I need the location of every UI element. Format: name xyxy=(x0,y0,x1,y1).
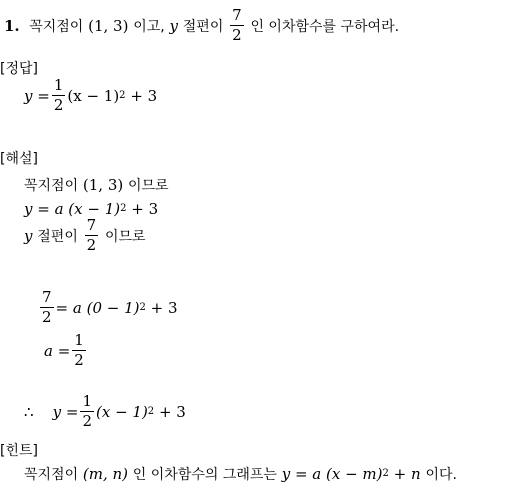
solution-final-fraction xyxy=(80,394,94,429)
solution-line-2: y = a (x − 1) 2 + 3 xyxy=(24,200,159,218)
solution-eq2-lhs: a = xyxy=(44,341,71,360)
solution-line2-tail: + 3 xyxy=(131,200,159,218)
hint-header: [힌트] xyxy=(0,443,38,459)
solution-line1-text-c: 이므로 xyxy=(128,178,169,194)
solution-line3-fraction xyxy=(85,218,99,253)
answer-fraction-numerator: 1 xyxy=(53,76,64,94)
solution-line2-eq: y = a (x − 1) xyxy=(24,200,121,218)
hint-text-c: 인 이차함수의 그래프는 xyxy=(132,467,277,483)
solution-eq1-rhs: = a (0 − 1) xyxy=(55,298,140,317)
solution-line-3 xyxy=(24,218,146,253)
solution-line1-text-a: 꼭지점이 xyxy=(24,178,79,194)
hint-text-a: 꼭지점이 xyxy=(24,467,79,483)
solution-header: [해설] xyxy=(0,151,38,167)
problem-text-b: 이고, xyxy=(133,18,165,35)
solution-eq2-fraction xyxy=(72,333,86,368)
problem-fraction xyxy=(230,8,244,43)
hint-text-f: 이다. xyxy=(425,467,457,483)
problem-vertex: (1, 3) xyxy=(88,16,129,35)
solution-line3-text-b: 이므로 xyxy=(104,228,146,245)
solution-final-lhs: y = xyxy=(52,402,79,421)
solution-final-tail: + 3 xyxy=(158,402,186,421)
problem-text-d: 인 이차함수를 구하여라. xyxy=(250,18,400,35)
solution-line-1 xyxy=(24,175,169,195)
solution-equation-2 xyxy=(44,333,88,368)
solution-line1-vertex: (1, 3) xyxy=(82,176,124,194)
solution-eq1-tail: + 3 xyxy=(150,298,178,317)
solution-line3-numerator: 7 xyxy=(86,216,97,234)
problem-number: 1. xyxy=(4,16,20,35)
hint-vertex: (m, n) xyxy=(82,465,129,483)
solution-line3-text-a: 절편이 xyxy=(37,228,78,245)
problem-line xyxy=(4,8,399,43)
solution-final-rhs: (x − 1) xyxy=(95,402,148,421)
problem-text-c: 절편이 xyxy=(182,18,224,35)
problem-text-a: 꼭지점이 xyxy=(29,18,84,35)
solution-equation-1: $\frac{7}{2}$ = a (0 − 1) 2 + 3 xyxy=(42,288,178,326)
solution-final-denominator: 2 xyxy=(82,412,92,430)
problem-fraction-numerator: 7 xyxy=(232,6,242,24)
solution-final-numerator: 1 xyxy=(82,392,92,410)
hint-line: 꼭지점이 (m, n) 인 이차함수의 그래프는 y = a (x − m) 2 + n 이다. xyxy=(24,465,457,483)
therefore-symbol: ∴ xyxy=(24,402,34,421)
solution-line3-denominator: 2 xyxy=(86,236,97,254)
solution-line3-y-var: y xyxy=(24,226,33,245)
solution-eq1-numerator: 7 xyxy=(42,288,52,306)
hint-equation-tail: + n xyxy=(393,465,421,483)
solution-eq1-denominator: 2 xyxy=(42,308,52,326)
answer-equation: y = $\frac{1}{2}$ (x − 1) 2 + 3 xyxy=(24,76,158,114)
answer-tail: + 3 xyxy=(130,86,158,105)
solution-eq1-fraction xyxy=(40,290,54,325)
solution-eq2-denominator: 2 xyxy=(74,351,84,369)
answer-rhs: (x − 1) xyxy=(67,86,120,105)
problem-fraction-denominator: 2 xyxy=(232,26,242,44)
solution-final: ∴ y = $\frac{1}{2}$ (x − 1) 2 + 3 xyxy=(24,392,186,430)
solution-eq2-numerator: 1 xyxy=(74,331,84,349)
answer-fraction-denominator: 2 xyxy=(53,96,64,114)
answer-header: [정답] xyxy=(0,61,38,77)
answer-fraction xyxy=(52,78,66,113)
hint-equation: y = a (x − m) xyxy=(281,465,383,483)
problem-y-var: y xyxy=(169,16,178,35)
answer-lhs: y = xyxy=(24,86,50,105)
